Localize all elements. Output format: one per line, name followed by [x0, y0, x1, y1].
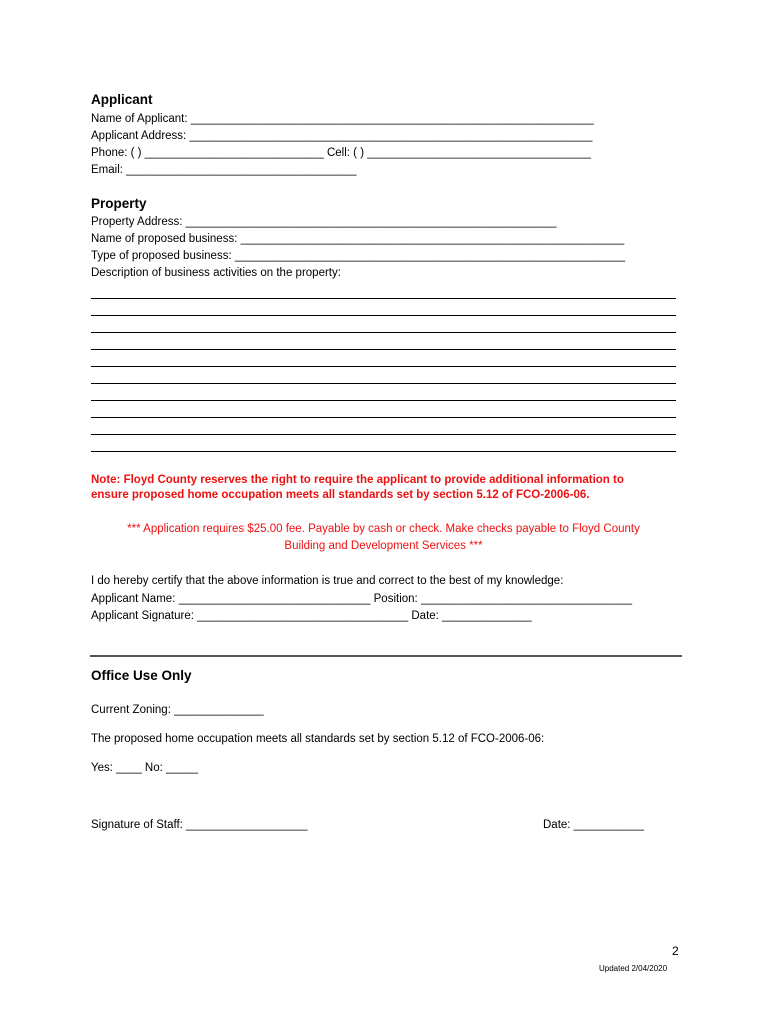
fee-line-1: *** Application requires $25.00 fee. Payable by cash or check. Make checks payable to Floyd County: [127, 523, 640, 535]
yes-no-field[interactable]: Yes: ____ No: _____: [91, 762, 198, 774]
applicant-signature-date-field[interactable]: Applicant Signature: _________________________________ Date: ______________: [91, 610, 532, 622]
note-line-2: ensure proposed home occupation meets all standards set by section 5.12 of FCO-2006-06.: [91, 489, 590, 501]
page-number: 2: [672, 944, 679, 958]
section-divider: [90, 655, 682, 657]
description-line[interactable]: [91, 349, 676, 350]
description-line[interactable]: [91, 298, 676, 299]
note-line-1: Note: Floyd County reserves the right to require the applicant to provide additional information to: [91, 474, 624, 486]
staff-date-field[interactable]: Date: ___________: [543, 819, 645, 831]
current-zoning-field[interactable]: Current Zoning: ______________: [91, 704, 264, 716]
applicant-email-field[interactable]: Email: ____________________________________: [91, 164, 357, 176]
description-line[interactable]: [91, 451, 676, 452]
applicant-heading: Applicant: [91, 92, 153, 107]
applicant-name-field[interactable]: Name of Applicant: _______________________________________________________________: [91, 113, 594, 125]
description-line[interactable]: [91, 366, 676, 367]
office-use-heading: Office Use Only: [91, 668, 192, 683]
standards-statement: The proposed home occupation meets all standards set by section 5.12 of FCO-2006-06:: [91, 733, 545, 745]
property-address-field[interactable]: Property Address: __________________________________________________________: [91, 216, 557, 228]
description-line[interactable]: [91, 400, 676, 401]
business-name-field[interactable]: Name of proposed business: ____________________________________________________________: [91, 233, 625, 245]
updated-date: Updated 2/04/2020: [599, 964, 668, 973]
applicant-name-position-field[interactable]: Applicant Name: ______________________________ Position: _________________________________: [91, 593, 632, 605]
staff-signature-field[interactable]: Signature of Staff: ___________________: [91, 819, 308, 831]
description-line[interactable]: [91, 434, 676, 435]
description-line[interactable]: [91, 315, 676, 316]
applicant-address-field[interactable]: Applicant Address: _______________________________________________________________: [91, 130, 593, 142]
description-label: Description of business activities on the property:: [91, 267, 341, 279]
fee-line-2: Building and Development Services ***: [284, 540, 483, 552]
business-type-field[interactable]: Type of proposed business: _____________________________________________________________: [91, 250, 625, 262]
description-line[interactable]: [91, 332, 676, 333]
certify-statement: I do hereby certify that the above information is true and correct to the best of my knowledge:: [91, 575, 564, 587]
applicant-phone-field[interactable]: Phone: ( ) ____________________________ Cell: ( ) ___________________________________: [91, 147, 592, 159]
property-heading: Property: [91, 196, 147, 211]
description-line[interactable]: [91, 383, 676, 384]
description-line[interactable]: [91, 417, 676, 418]
